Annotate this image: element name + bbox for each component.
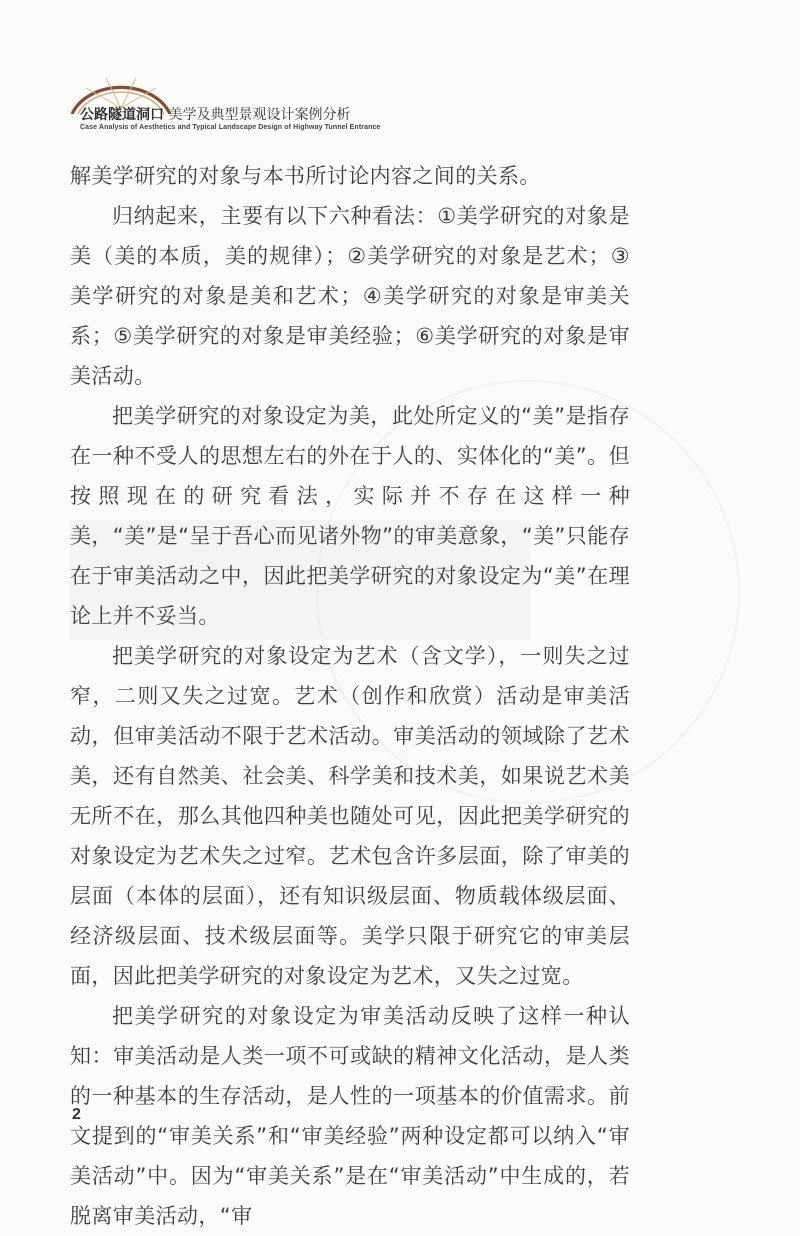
running-header [64, 74, 381, 134]
paragraph-object-as-art: 把美学研究的对象设定为艺术（含文学），一则失之过窄，二则又失之过宽。艺术（创作和欣赏）活动是审美活动，但审美活动不限于艺术活动。审美活动的领域除了艺术美，还有自然美、社会美、科学美和技术美，如果说艺术美无所不在，那么其他四种美也随处可见，因此把美学研究的对象设定为艺术失之过窄。艺术包含许多层面，除了审美的层面（本体的层面），还有知识级层面、物质载体级层面、经济级层面、技术级层面等。美学只限于研究它的审美层面，因此把美学研究的对象设定为艺术，又失之过宽。 [70, 644, 630, 988]
paragraph-continuation: 解美学研究的对象与本书所讨论内容之间的关系。 [70, 164, 541, 188]
book-title-rest: 美学及典型景观设计案例分析 [168, 107, 351, 123]
body-text [70, 156, 630, 1236]
page-number: 2 [72, 1106, 81, 1123]
book-subtitle-english: Case Analysis of Aesthetics and Typical Landscape Design of Highway Tunnel Entrance [80, 124, 381, 131]
paragraph-object-as-aesthetic-activity: 把美学研究的对象设定为审美活动反映了这样一种认知：审美活动是人类一项不可或缺的精神文化活动，是人类的一种基本的生存活动，是人性的一项基本的价值需求。前文提到的“审美关系”和“审美经验”两种设定都可以纳入“审美活动”中。因为“审美关系”是在“审美活动”中生成的，若脱离审美活动，“审 [70, 1004, 630, 1228]
paragraph-six-views: 归纳起来，主要有以下六种看法：①美学研究的对象是美（美的本质，美的规律）；②美学研究的对象是艺术；③美学研究的对象是美和艺术；④美学研究的对象是审美关系；⑤美学研究的对象是审美经验；⑥美学研究的对象是审美活动。 [70, 204, 630, 388]
book-title-bold: 公路隧道洞口 [80, 107, 164, 123]
paragraph-object-as-beauty: 把美学研究的对象设定为美，此处所定义的“美”是指存在一种不受人的思想左右的外在于人的、实体化的“美”。但按照现在的研究看法，实际并不存在这样一种美，“美”是“呈于吾心而见诸外物”的审美意象，“美”只能存在于审美活动之中，因此把美学研究的对象设定为“美”在理论上并不妥当。 [70, 404, 630, 628]
book-title [80, 107, 350, 123]
